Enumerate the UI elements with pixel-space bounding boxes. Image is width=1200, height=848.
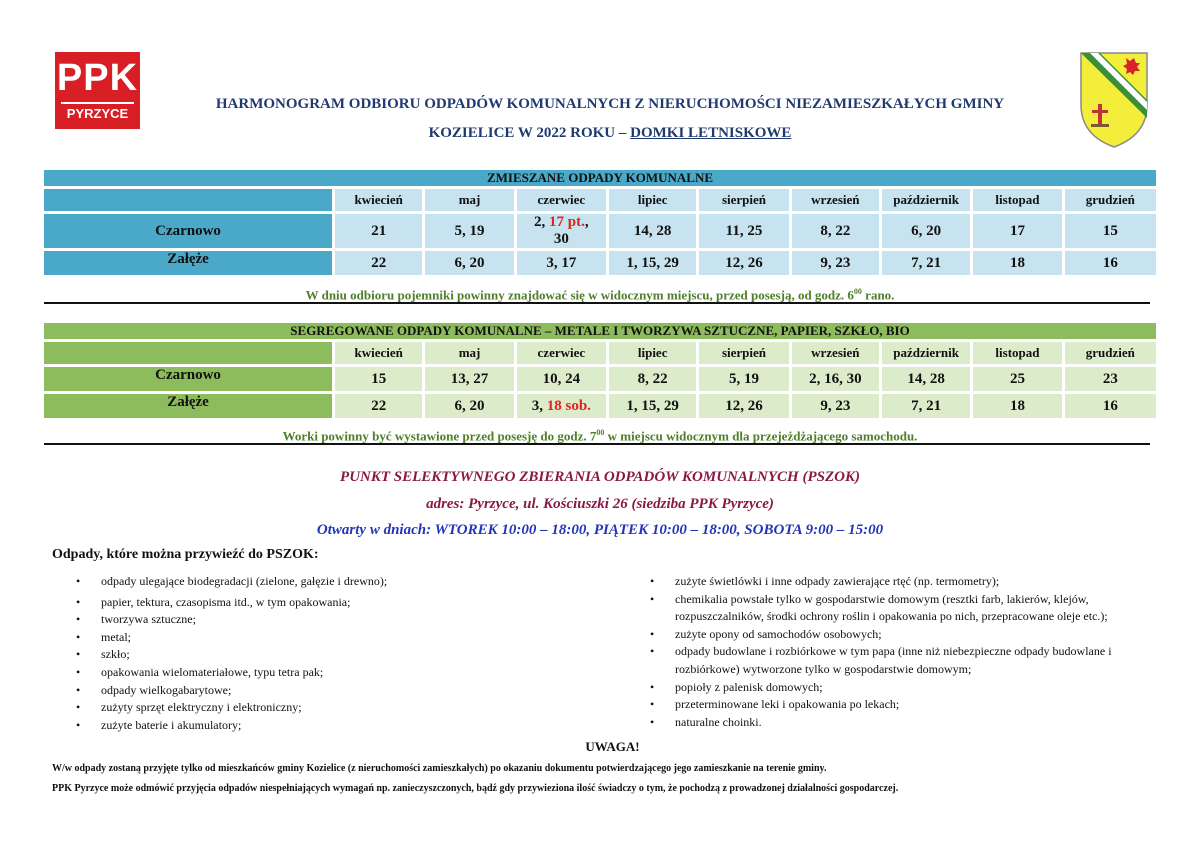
list-item-text: chemikalia powstałe tylko w gospodarstwie domowym (resztki farb, lakierów, klejów, rozpuszczalników, środki ochrony roślin i opakowania po nich, przepracowane oleje etc.); [675, 591, 1108, 624]
month-header: sierpień [699, 342, 791, 367]
bullet-icon: • [76, 594, 81, 609]
date-cell: 15 [335, 367, 425, 394]
month-header: grudzień [1065, 189, 1156, 214]
mixed-heading: ZMIESZANE ODPADY KOMUNALNE [44, 170, 1156, 189]
bullet-icon: • [650, 679, 655, 694]
list-item [74, 573, 594, 591]
date-cell: 14, 28 [882, 367, 973, 394]
date-cell: 16 [1065, 394, 1156, 421]
list-item-text: tworzywa sztuczne; [101, 612, 196, 627]
date-cell: 8, 22 [609, 367, 699, 394]
logo-text: PPK [56, 57, 139, 99]
date-cell: 25 [973, 367, 1064, 394]
segregated-waste-table [44, 323, 1156, 421]
date-cell: 11, 25 [699, 214, 791, 251]
bullet-icon: • [650, 714, 655, 729]
pszok-address: adres: Pyrzyce, ul. Kościuszki 26 (siedziba PPK Pyrzyce) [426, 496, 774, 512]
month-header: grudzień [1065, 342, 1156, 367]
bullet-icon: • [76, 717, 81, 732]
note-sup: 00 [853, 287, 862, 296]
date-cell: 14, 28 [609, 214, 699, 251]
pszok-list-left [74, 573, 594, 734]
date-cell: 6, 20 [882, 214, 973, 251]
note-text: w miejscu widocznym dla przejeżdżającego samochodu. [604, 428, 918, 444]
segregated-note [44, 428, 1156, 444]
list-item-text: odpady ulegające biodegradacji (zielone, gałęzie i drewno); [101, 574, 388, 588]
page-title-line-2 [150, 125, 1070, 142]
segregated-heading: SEGREGOWANE ODPADY KOMUNALNE – METALE I TWORZYWA SZTUCZNE, PAPIER, SZKŁO, BIO [44, 323, 1156, 342]
header-blank [44, 342, 335, 367]
month-header: lipiec [609, 342, 699, 367]
month-header: czerwiec [517, 342, 609, 367]
row-label-czarnowo: Czarnowo [44, 367, 335, 394]
gmina-crest-icon [1078, 50, 1150, 150]
list-item [648, 573, 1148, 591]
title-underlined: DOMKI LETNISKOWE [630, 125, 792, 141]
bullet-icon: • [650, 644, 655, 659]
warning-title: UWAGA! [585, 739, 640, 754]
list-item [74, 611, 594, 629]
month-header: czerwiec [517, 189, 609, 214]
pszok-title: PUNKT SELEKTYWNEGO ZBIERANIA ODPADÓW KOMUNALNYCH (PSZOK) [340, 469, 860, 485]
bullet-icon: • [650, 591, 655, 606]
date-cell: 10, 24 [517, 367, 609, 394]
row-label-czarnowo: Czarnowo [44, 214, 335, 251]
list-item [648, 626, 1148, 644]
date-part-red: 18 sob. [546, 397, 591, 414]
pszok-lead: Odpady, które można przywieźć do PSZOK: [52, 547, 319, 562]
list-item [648, 591, 1148, 626]
month-header: listopad [973, 342, 1064, 367]
warning-text-1: W/w odpady zostaną przyjęte tylko od mieszkańców gminy Kozielice (z nieruchomości zamieszkałych) po okazaniu dokumentu potwierdzającego jego zamieszkanie na terenie gminy. [52, 763, 827, 774]
month-header: październik [882, 342, 973, 367]
list-item [648, 696, 1148, 714]
date-cell: 18 [973, 251, 1064, 278]
date-cell: 3, 17 [517, 251, 609, 278]
list-item [648, 643, 1148, 678]
list-item-text: opakowania wielomateriałowe, typu tetra pak; [101, 664, 324, 679]
note-sup: 00 [596, 428, 605, 437]
month-header: kwiecień [335, 342, 425, 367]
pszok-hours: Otwarty w dniach: WTOREK 10:00 – 18:00, PIĄTEK 10:00 – 18:00, SOBOTA 9:00 – 15:00 [316, 522, 884, 538]
divider [44, 443, 1150, 445]
date-cell: 9, 23 [792, 394, 882, 421]
list-item-text: metal; [101, 629, 131, 644]
title-prefix: KOZIELICE W 2022 ROKU – [428, 125, 631, 141]
note-text: rano. [861, 287, 895, 303]
list-item-text: naturalne choinki. [675, 714, 762, 729]
list-item-text: przeterminowane leki i opakowania po lekach; [675, 697, 900, 712]
bullet-icon: • [650, 626, 655, 641]
date-cell: 6, 20 [425, 394, 516, 421]
bullet-icon: • [76, 574, 81, 588]
page-title-line-1: HARMONOGRAM ODBIORU ODPADÓW KOMUNALNYCH Z NIERUCHOMOŚCI NIEZAMIESZKAŁYCH GMINY [215, 96, 1005, 112]
list-item-text: zużyte opony od samochodów osobowych; [675, 626, 882, 641]
date-part: 2, [534, 214, 550, 230]
month-header: wrzesień [792, 189, 882, 214]
date-cell: 1, 15, 29 [609, 251, 699, 278]
note-text: W dniu odbioru pojemniki powinny znajdować się w widocznym miejscu, przed posesją, od godz. 6 [305, 287, 854, 303]
date-part: 30 [553, 231, 569, 247]
logo-subtext: PYRZYCE [61, 102, 134, 122]
month-header: wrzesień [792, 342, 882, 367]
date-cell: 6, 20 [425, 251, 516, 278]
date-part: 3, [531, 397, 547, 414]
list-item-text: papier, tektura, czasopisma itd., w tym opakowania; [101, 594, 351, 609]
date-cell: 7, 21 [882, 394, 973, 421]
list-item [648, 679, 1148, 697]
note-text: Worki powinny być wystawione przed posesję do godz. 7 [282, 428, 597, 444]
row-label-zaleze: Załęże [44, 251, 335, 278]
month-header: sierpień [699, 189, 791, 214]
date-cell: 17 [973, 214, 1064, 251]
date-cell: 5, 19 [425, 214, 516, 251]
list-item [74, 717, 594, 735]
month-header: lipiec [609, 189, 699, 214]
date-cell: 15 [1065, 214, 1156, 251]
month-header: listopad [973, 189, 1064, 214]
list-item [74, 699, 594, 717]
list-item-text: zużyty sprzęt elektryczny i elektroniczny; [101, 700, 302, 715]
bullet-icon: • [650, 697, 655, 712]
ppk-logo [55, 52, 140, 129]
bullet-icon: • [76, 682, 81, 697]
mixed-note [44, 287, 1156, 303]
date-cell: 23 [1065, 367, 1156, 394]
date-cell: 2, 16, 30 [792, 367, 882, 394]
list-item [74, 682, 594, 700]
list-item-text: popioły z palenisk domowych; [675, 679, 823, 694]
bullet-icon: • [76, 629, 81, 644]
pszok-list-right [648, 573, 1148, 731]
date-cell: 8, 22 [792, 214, 882, 251]
date-cell: 9, 23 [792, 251, 882, 278]
date-cell: 16 [1065, 251, 1156, 278]
date-cell-special [517, 214, 609, 251]
date-cell: 22 [335, 251, 425, 278]
list-item [74, 646, 594, 664]
list-item-text: zużyte baterie i akumulatory; [101, 717, 242, 732]
date-cell: 21 [335, 214, 425, 251]
bullet-icon: • [76, 612, 81, 627]
bullet-icon: • [650, 574, 655, 588]
date-cell: 22 [335, 394, 425, 421]
month-header: maj [425, 342, 516, 367]
warning-text-2: PPK Pyrzyce może odmówić przyjęcia odpadów niespełniających wymagań np. zanieczyszczonych, bądź gdy przywieziona ilość świadczy o tym, że pochodzą z prowadzonej działalności gospodarczej. [52, 783, 899, 794]
date-part: , [584, 214, 589, 230]
date-cell: 12, 26 [699, 251, 791, 278]
divider [44, 302, 1150, 304]
header-blank [44, 189, 335, 214]
date-cell: 1, 15, 29 [609, 394, 699, 421]
list-item-text: odpady wielkogabarytowe; [101, 682, 232, 697]
row-label-zaleze: Załęże [44, 394, 335, 421]
list-item-text: zużyte świetlówki i inne odpady zawierające rtęć (np. termometry); [675, 574, 1000, 588]
month-header: kwiecień [335, 189, 425, 214]
date-cell: 12, 26 [699, 394, 791, 421]
bullet-icon: • [76, 664, 81, 679]
date-cell: 5, 19 [699, 367, 791, 394]
bullet-icon: • [76, 700, 81, 715]
mixed-waste-table [44, 170, 1156, 278]
month-header: maj [425, 189, 516, 214]
date-cell: 13, 27 [425, 367, 516, 394]
date-cell: 18 [973, 394, 1064, 421]
list-item [74, 664, 594, 682]
list-item-text: odpady budowlane i rozbiórkowe w tym papa (inne niż niebezpieczne odpady budowlane i rozbiórkowe) wytworzone tylko w gospodarstwie domowym; [675, 644, 1112, 676]
list-item [648, 714, 1148, 732]
date-part-red: 17 pt. [549, 214, 585, 230]
date-cell: 7, 21 [882, 251, 973, 278]
list-item-text: szkło; [101, 647, 130, 662]
bullet-icon: • [76, 647, 81, 662]
month-header: październik [882, 189, 973, 214]
list-item [74, 629, 594, 647]
list-item [74, 594, 594, 612]
date-cell-special [517, 394, 609, 421]
